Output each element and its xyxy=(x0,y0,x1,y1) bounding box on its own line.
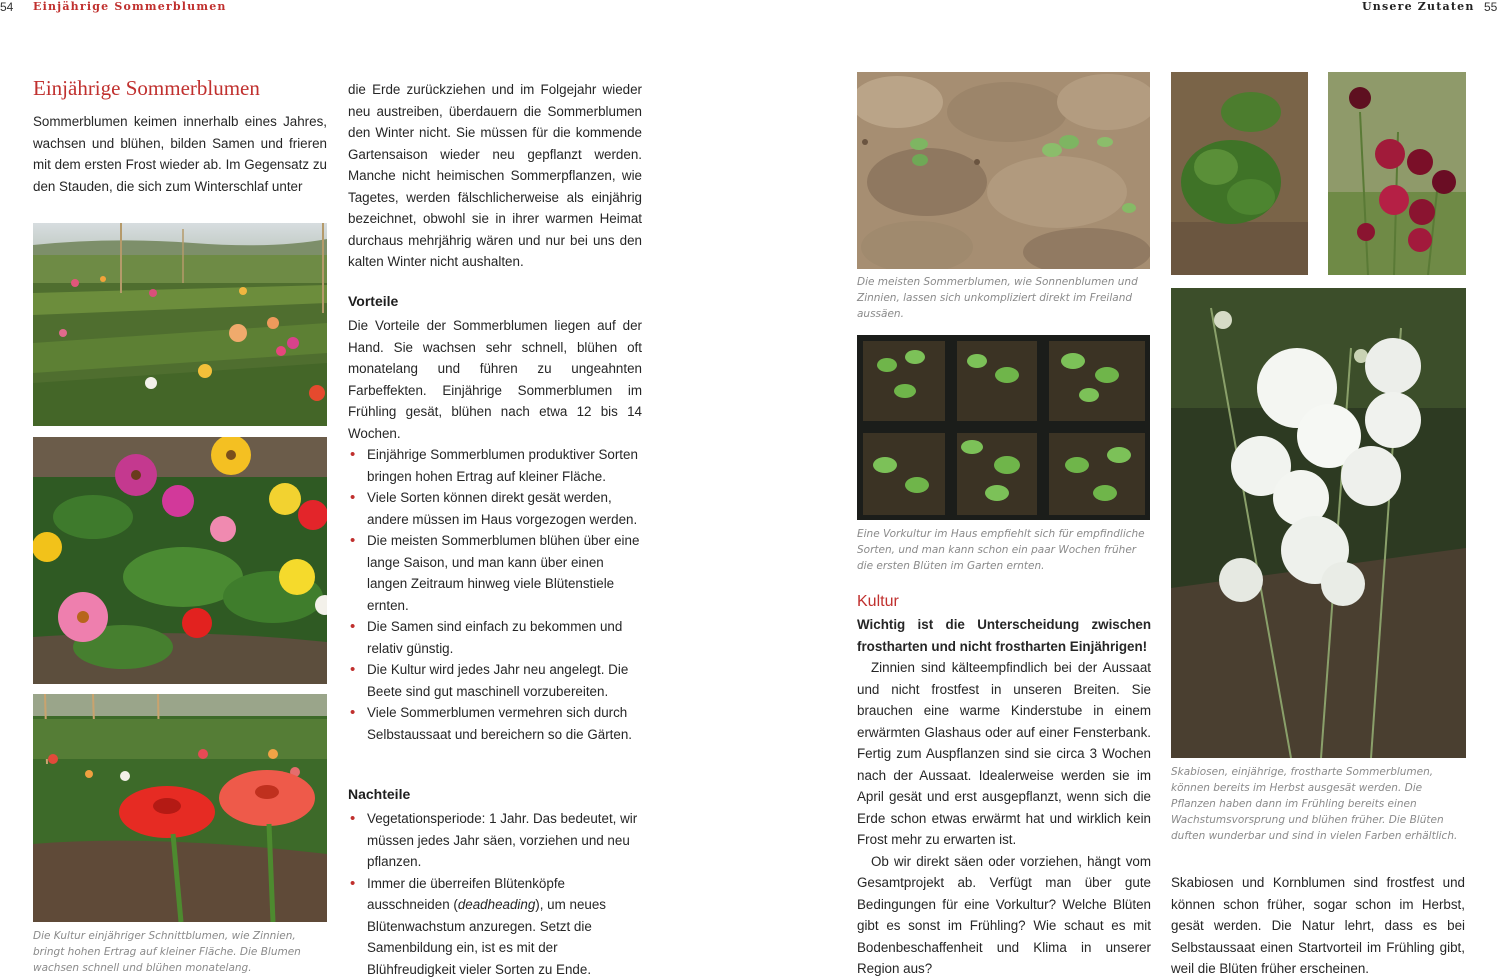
list-item: • Viele Sommerblumen vermehren sich durch Selbstaussaat und bereichern so die Gärten. xyxy=(348,702,642,745)
young-plant-photo xyxy=(1171,72,1308,275)
bullet-text-start: Immer die überreifen Blütenköpfe ausschneiden ( xyxy=(367,876,565,913)
right-running-head: Unsere Zutaten xyxy=(1362,0,1475,13)
kultur-heading: Kultur xyxy=(857,593,899,611)
vorteile-list xyxy=(348,444,642,745)
nachteile-list xyxy=(348,808,642,980)
right-page-number: 55 xyxy=(1484,0,1497,14)
left-photo-caption: Die Kultur einjähriger Schnittblumen, wie Zinnien, bringt hohen Ertrag auf kleiner Fläche. Die Blumen wachsen schnell und blühen monatelang. xyxy=(33,928,327,976)
list-item xyxy=(348,873,642,980)
soil-photo-caption: Die meisten Sommerblumen, wie Sonnenblumen und Zinnien, lassen sich unkompliziert direkt im Freiland aussäen. xyxy=(857,274,1150,322)
list-item: • Viele Sorten können direkt gesät werden, andere müssen im Haus vorgezogen werden. xyxy=(348,487,642,530)
nachteile-heading: Nachteile xyxy=(348,786,410,802)
dark-red-scabiosa-photo xyxy=(1328,72,1466,275)
left-page-number: 54 xyxy=(0,0,13,14)
column2-continuation: die Erde zurückziehen und im Folgejahr wieder neu austreiben, überdauern die Sommerblumen den Winter nicht. Sie müssen für die kommende Gartensaison wieder neu gepflanzt werden. Manche nicht heimischen Sommerpflanzen, wie Tagetes, werden fälschlicherweise als einjährig bezeichnet, obwohl sie in ihrer warmen Heimat durchaus mehrjährig wären und nur bei uns den kalten Winter nicht aushalten. xyxy=(348,79,642,273)
list-item: • Vegetationsperiode: 1 Jahr. Das bedeutet, wir müssen jedes Jahr säen, vorziehen und neu pflanzen. xyxy=(348,808,642,873)
list-item: • Die Kultur wird jedes Jahr neu angelegt. Die Beete sind gut maschinell vorzubereiten. xyxy=(348,659,642,702)
tray-photo-caption: Eine Vorkultur im Haus empfiehlt sich für empfindliche Sorten, und man kann schon ein paar Wochen früher die ersten Blüten im Garten ernten. xyxy=(857,526,1150,574)
kultur-paragraph-1: Zinnien sind kälteempfindlich bei der Aussaat und nicht frostfest in unseren Breiten. Sie brauchen eine warme Kinderstube in einem erwärmten Glashaus oder auf einer Fensterbank. Fertig zum Auspflanzen sind sie circa 3 Wochen nach der Aussaat. Idealerweise werden sie im April gesät und erst ausgepflanzt, wenn sich die Erde schon etwas erwärmt hat und wirklich kein Frost mehr zu erwarten ist. xyxy=(857,657,1151,851)
list-item: • Einjährige Sommerblumen produktiver Sorten bringen hohen Ertrag auf kleiner Fläche. xyxy=(348,444,642,487)
deadheading-term: deadheading xyxy=(458,897,535,912)
white-scabiosa-photo xyxy=(1171,288,1466,758)
vorteile-paragraph: Die Vorteile der Sommerblumen liegen auf der Hand. Sie wachsen sehr schnell, blühen oft monatelang und führen zu ungeahnten Farbeffekten. Einjährige Sommerblumen im Frühling gesät, blühen nach etwa 12 bis 14 Wochen. xyxy=(348,315,642,444)
list-item: • Die Samen sind einfach zu bekommen und relativ günstig. xyxy=(348,616,642,659)
chapter-title: Einjährige Sommerblumen xyxy=(33,76,333,101)
bullet-text-end: ), um neues Blütenwachstum anzuregen. Setzt die Samenbildung ein, ist es mit der Blühfreudigkeit vieler Sorten zu Ende. xyxy=(367,897,606,977)
zinnia-field-photo xyxy=(33,223,327,426)
list-item: • Die meisten Sommerblumen blühen über eine lange Saison, und man kann über einen langen Zeitraum hinweg viele Blütenstiele ernten. xyxy=(348,530,642,616)
red-zinnias-photo xyxy=(33,694,327,922)
vorteile-heading: Vorteile xyxy=(348,293,398,309)
nachteile-text xyxy=(348,808,642,980)
closing-paragraph: Skabiosen und Kornblumen sind frostfest und können schon früher, sogar schon im Herbst, gesät werden. Die Natur lehrt, dass es bei Selbstaussaat einen Startvorteil im Frühling gibt, weil die Blüten früher erscheinen. xyxy=(1171,872,1465,980)
zinnia-closeup-photo xyxy=(33,437,327,684)
seedling-tray-photo xyxy=(857,335,1150,520)
left-running-head: Einjährige Sommerblumen xyxy=(33,0,227,13)
kultur-lead: Wichtig ist die Unterscheidung zwischen frostharten und nicht frostharten Einjährigen! xyxy=(857,614,1151,657)
vorteile-text xyxy=(348,315,642,745)
kultur-paragraph-2: Ob wir direkt säen oder vorziehen, hängt vom Gesamtprojekt ab. Verfügt man über gute Bedingungen für eine Vorkultur? Welche Blüten gibt es sonst im Frühling? Wie schaut es mit Bodenbeschaffenheit und Klima in unserer Region aus? xyxy=(857,851,1151,980)
scabiosa-photo-caption: Skabiosen, einjährige, frostharte Sommerblumen, können bereits im Herbst ausgesät werden. Die Pflanzen haben dann im Frühling bereits einen Wachstumsvorsprung und blühen früher. Die Blüten duften wunderbar und sind in vielen Farben erhältlich. xyxy=(1171,764,1466,844)
seedlings-in-soil-photo xyxy=(857,72,1150,269)
intro-paragraph: Sommerblumen keimen innerhalb eines Jahres, wachsen und blühen, bilden Samen und frieren mit dem ersten Frost wieder ab. Im Gegensatz zu den Stauden, die sich zum Winterschlaf unter xyxy=(33,111,327,197)
kultur-text xyxy=(857,614,1151,980)
